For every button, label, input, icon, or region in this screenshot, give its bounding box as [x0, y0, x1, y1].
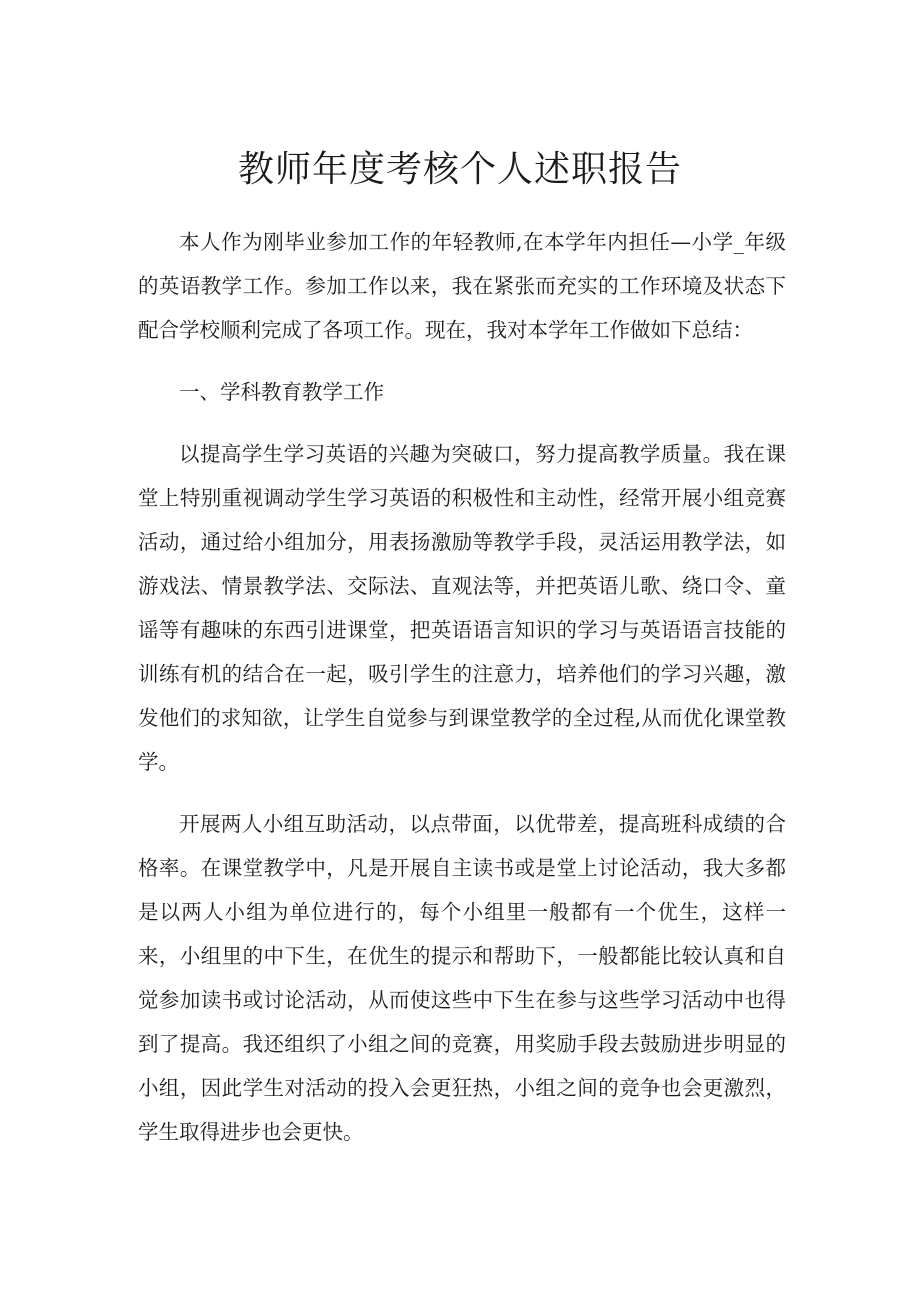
document-body — [138, 220, 786, 1172]
body-paragraph: 开展两人小组互助活动，以点带面，以优带差，提高班科成绩的合格率。在课堂教学中，凡是开展自主读书或是堂上讨论活动，我大多都是以两人小组为单位进行的，每个小组里一般都有一个优生，这样一来，小组里的中下生，在优生的提示和帮助下，一般都能比较认真和自觉参加读书或讨论活动，从而使这些中下生在参与这些学习活动中也得到了提高。我还组织了小组之间的竞赛，用奖励手段去鼓励进步明显的小组，因此学生对活动的投入会更狂热，小组之间的竞争也会更激烈，学生取得进步也会更快。 — [138, 812, 786, 1144]
document-title: 教师年度考核个人述职报告 — [237, 149, 682, 190]
section-heading: 一、学科教育教学工作 — [179, 380, 384, 404]
intro-paragraph: 本人作为刚毕业参加工作的年轻教师,在本学年内担任—小学_年级的英语教学工作。参加工作以来，我在紧张而充实的工作环境及状态下配合学校顺利完成了各项工作。现在，我对本学年工作做如下总结： — [138, 230, 786, 342]
body-paragraph: 以提高学生学习英语的兴趣为突破口，努力提高教学质量。我在课堂上特别重视调动学生学习英语的积极性和主动性，经常开展小组竞赛活动，通过给小组加分，用表扬激励等教学手段，灵活运用教学法，如游戏法、情景教学法、交际法、直观法等，并把英语儿歌、绕口令、童谣等有趣味的东西引进课堂，把英语语言知识的学习与英语语言技能的训练有机的结合在一起，吸引学生的注意力，培养他们的学习兴趣，激发他们的求知欲，让学生自觉参与到课堂教学的全过程,从而优化课堂教学。 — [138, 442, 786, 774]
